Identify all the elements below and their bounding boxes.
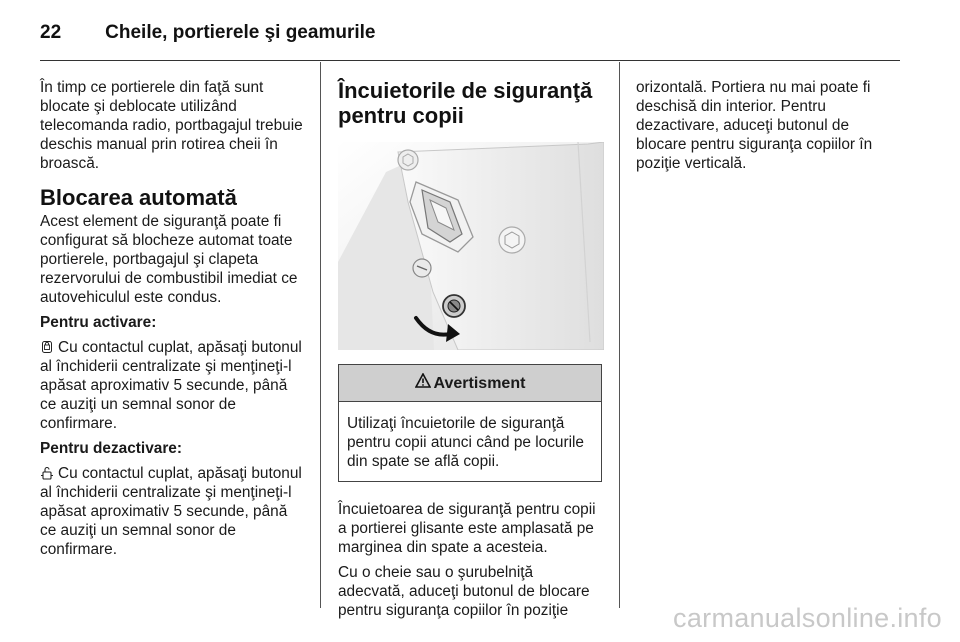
- warning-text: Utilizaţi încuietorile de siguranţă pentru copii atunci când pe locurile din spate se află copii.: [347, 415, 584, 470]
- child-lock-instructions: Cu o cheie sau o şurubelniţă adecvată, aduceţi butonul de blocare pentru siguranţa copiilor în poziţie: [338, 564, 590, 619]
- unlock-icon: [40, 466, 54, 480]
- column-divider-right: [619, 62, 620, 608]
- child-lock-location: Încuietoarea de siguranţă pentru copii a portierei glisante este amplasată pe marginea din spate a acesteia.: [338, 501, 596, 556]
- right-column: [636, 78, 902, 179]
- page-number: 22: [40, 22, 62, 43]
- middle-column: [338, 78, 604, 626]
- deactivate-instructions: [40, 464, 306, 559]
- warning-header: [339, 365, 601, 402]
- section-heading-child-locks: Încuietorile de siguranţă pentru copii: [338, 78, 593, 128]
- column-divider-left: [320, 62, 321, 608]
- deactivate-text: Cu contactul cuplat, apăsaţi butonul al închiderii centralizate şi menţineţi-l apăsat aproximativ 5 secunde, până ce auziţi un semnal sonor de confirmare.: [40, 465, 302, 558]
- activate-instructions: [40, 338, 306, 433]
- section-heading-auto-lock: Blocarea automată: [40, 185, 237, 210]
- deactivate-label: Pentru dezactivare:: [40, 440, 182, 457]
- watermark: carmanualsonline.info: [673, 603, 942, 633]
- child-lock-illustration: [338, 142, 604, 350]
- child-lock-continued: orizontală. Portiera nu mai poate fi deschisă din interior. Pentru dezactivare, aduceţi butonul de blocare pentru siguranţa copiilor în poziţie verticală.: [636, 79, 873, 172]
- left-column: [40, 78, 306, 565]
- warning-box: [338, 364, 602, 482]
- warning-title: Avertisment: [433, 374, 526, 392]
- page-header: [40, 18, 375, 48]
- activate-label: Pentru activare:: [40, 314, 157, 331]
- auto-lock-description: Acest element de siguranţă poate fi configurat să blocheze automat toate portierele, portbagajul şi clapeta rezervorului de combustibil imediat ce autovehiculul este condus.: [40, 213, 298, 306]
- chapter-title: Cheile, portierele şi geamurile: [105, 22, 376, 43]
- warning-triangle-icon: [415, 373, 431, 393]
- intro-paragraph: În timp ce portierele din faţă sunt blocate şi deblocate utilizând telecomanda radio, portbagajul trebuie deschis manual prin rotirea cheii în broască.: [40, 79, 303, 172]
- activate-text: Cu contactul cuplat, apăsaţi butonul al închiderii centralizate şi menţineţi-l apăsat aproximativ 5 secunde, până ce auziţi un semnal sonor de confirmare.: [40, 339, 302, 432]
- lock-icon: [40, 340, 54, 354]
- header-divider: [40, 60, 900, 61]
